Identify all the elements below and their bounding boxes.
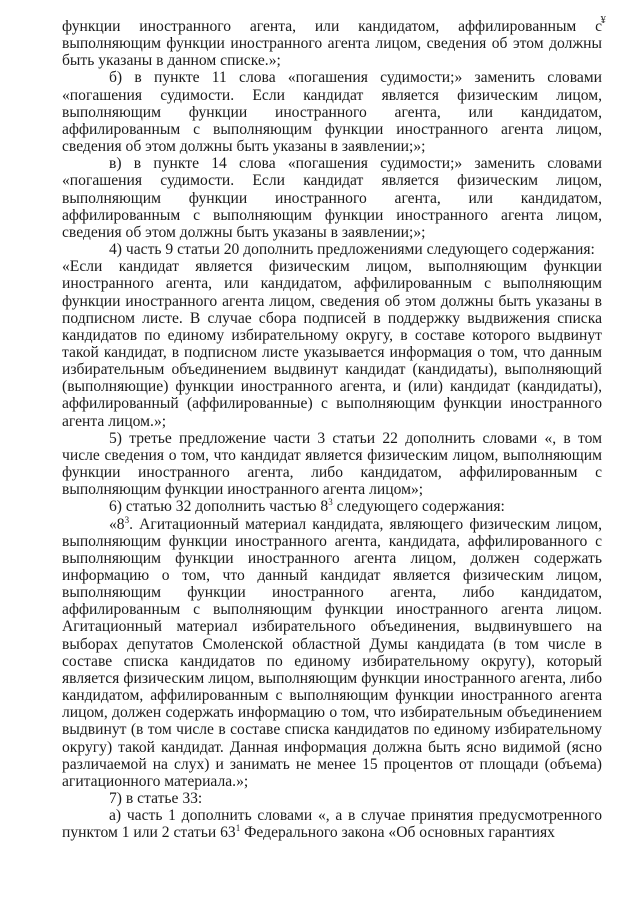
paragraph-item-7: 7) в статье 33: xyxy=(109,790,203,808)
corner-mark: ¥ xyxy=(600,14,606,26)
paragraph-item-6 xyxy=(62,498,602,515)
superscript: 3 xyxy=(328,497,333,508)
paragraph-item-5: 5) третье предложение части 3 статьи 22 дополнить словами «, в том числе сведения о том, что кандидат является физическим лицом, выполняющим функции иностранного агента, либо кандидатом, аффилированным с выполняющим функции иностранного агента лицом»; xyxy=(62,429,602,499)
superscript: 3 xyxy=(124,514,130,525)
superscript: 1 xyxy=(235,823,241,834)
paragraph-item-a-text-end: Федерального закона «Об основных гарантиях xyxy=(240,824,555,842)
paragraph-item-v: в) в пункте 14 слова «погашения судимости;» заменить словами «погашения судимости. Если кандидат является физическим лицом, выполняющим функции иностранного агента, или кандидатом, аффилированным с выполняющим функции иностранного агента лицом, сведения об этом должны быть указаны в заявлении;»; xyxy=(62,155,602,241)
paragraph-quote-20-9: «Если кандидат является физическим лицом, выполняющим функции иностранного агента, или кандидатом, аффилированным с выполняющим функции иностранного агента лицом, сведения об этом должны быть указаны в подписном листе. В случае сбора подписей в поддержку выдвижения списка кандидатов по единому избирательному округу, в составе которого выдвинут такой кандидат, в подписном листе указывается информация о том, что данным избирательным объединением выдвинут кандидат (кандидаты), выполняющий (выполняющие) функции иностранного агента, и (или) кандидат (кандидаты), аффилированный (аффилированные) с выполняющим функции иностранного агента лицом.»; xyxy=(62,258,602,430)
paragraph-quote-8-3 xyxy=(62,516,602,791)
paragraph-item-a xyxy=(62,807,602,841)
paragraph-quote-8-3-text: . Агитационный материал кандидата, являющего физическим лицом, выполняющим функции иностранного агента, кандидата, аффилированного с выполняющим функции иностранного агента лицом, должен содержать информацию о том, что данный кандидат является физическим лицом, выполняющим функции иностранного агента, либо кандидатом, аффилированным с выполняющим функции иностранного агента лицом. Агитационный материал избирательного объединения, выдвинувшего на выборах депутатов Смоленской областной Думы кандидата (в том числе в составе списка кандидатов по единому избирательному округу), который является физическим лицом, выполняющим функции иностранного агента, либо кандидатом, аффилированным с выполняющим функции иностранного агента лицом, должен содержать информацию о том, что избирательным объединением выдвинут (в том числе в составе списка кандидатов по единому избирательному округу) такой кандидат. Данная информация должна быть ясно видимой (ясно различаемой на слух) и занимать не менее 15 процентов от площади (объема) агитационного материала.»; xyxy=(62,515,602,790)
paragraph-item-4: 4) часть 9 статьи 20 дополнить предложениями следующего содержания: xyxy=(109,241,595,259)
paragraph-item-6-text-end: следующего содержания: xyxy=(332,498,505,516)
paragraph-item-6-text: 6) статью 32 дополнить частью 8 xyxy=(109,498,329,516)
paragraph-continuation: функции иностранного агента, или кандидатом, аффилированным с выполняющим функции иностранного агента лицом, сведения об этом должны быть указаны в данном списке.»; xyxy=(62,18,602,70)
paragraph-quote-8-3-start: «8 xyxy=(109,515,125,533)
paragraph-item-a-text: а) часть 1 дополнить словами «, а в случае принятия предусмотренного пунктом 1 или 2 статьи 63 xyxy=(62,807,602,842)
paragraph-item-b: б) в пункте 11 слова «погашения судимости;» заменить словами «погашения судимости. Если кандидат является физическим лицом, выполняющим функции иностранного агента, или кандидатом, аффилированным с выполняющим функции иностранного агента лицом, сведения об этом должны быть указаны в заявлении;»; xyxy=(62,69,602,156)
